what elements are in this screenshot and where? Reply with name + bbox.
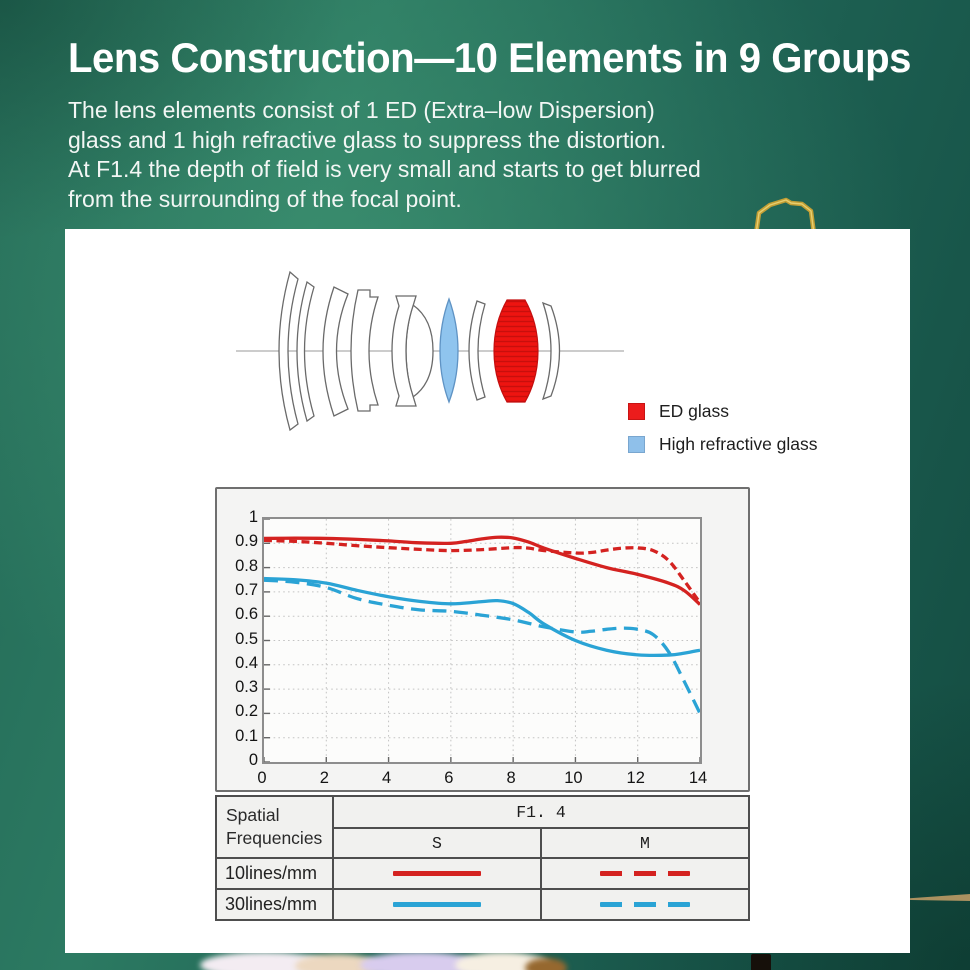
intro-line: glass and 1 high refractive glass to suppress the distortion. [68, 126, 667, 153]
line-swatch-10s [393, 871, 481, 876]
x-tick-label: 2 [319, 769, 329, 787]
mtf-plot-area [262, 517, 702, 764]
swatch-cell [541, 889, 749, 920]
tripod-leg [751, 954, 771, 970]
line-swatch-30s [393, 902, 481, 907]
x-tick-label: 6 [444, 769, 454, 787]
mtf-plot-svg [264, 519, 700, 762]
flowers-photo [200, 952, 580, 970]
x-tick-label: 10 [564, 769, 583, 787]
y-tick-label: 0.4 [235, 653, 258, 672]
y-tick-label: 0.3 [235, 678, 258, 697]
lens-construction-diagram [230, 257, 630, 441]
table-col-m: M [541, 828, 749, 858]
y-tick-label: 0.2 [235, 702, 258, 721]
table-row-header: Spatial Frequencies [216, 796, 333, 858]
table-col-s: S [333, 828, 541, 858]
ed-glass-swatch-icon [628, 403, 645, 420]
table-row-label: 30lines/mm [216, 889, 333, 920]
x-tick-label: 8 [506, 769, 516, 787]
y-tick-label: 0.5 [235, 629, 258, 648]
intro-line: The lens elements consist of 1 ED (Extra–low Dispersion) [68, 97, 655, 123]
y-tick-label: 0.1 [235, 726, 258, 745]
mtf-chart [215, 487, 750, 792]
x-tick-label: 0 [257, 769, 267, 787]
intro-line: At F1.4 the depth of field is very small and starts to get blurred [68, 156, 701, 182]
glass-legend [628, 401, 818, 467]
lens-element-7-high-refractive [440, 299, 458, 402]
page-title: Lens Construction—10 Elements in 9 Groups [68, 34, 911, 81]
table-aperture-header: F1. 4 [333, 796, 749, 828]
y-tick-label: 0 [248, 751, 258, 769]
legend-item-ed [628, 401, 818, 422]
lens-element-9-ed-glass [494, 300, 538, 402]
swatch-cell [541, 858, 749, 889]
legend-label: ED glass [659, 401, 730, 421]
y-tick-label: 1 [248, 508, 258, 526]
legend-label: High refractive glass [659, 434, 818, 454]
swatch-cell [333, 889, 541, 920]
y-tick-label: 0.7 [235, 580, 258, 599]
spatial-frequency-table [215, 795, 750, 921]
line-swatch-30m [600, 902, 690, 907]
intro-paragraph [68, 96, 701, 214]
y-tick-label: 0.6 [235, 605, 258, 624]
x-tick-label: 12 [626, 769, 645, 787]
x-tick-label: 14 [688, 769, 708, 787]
line-swatch-10m [600, 871, 690, 876]
content-card [65, 229, 910, 953]
intro-line: from the surrounding of the focal point. [68, 185, 462, 212]
swatch-cell [333, 858, 541, 889]
y-tick-label: 0.9 [235, 532, 258, 551]
flower-blob [525, 958, 567, 970]
legend-item-hr [628, 434, 818, 455]
x-tick-label: 4 [381, 769, 392, 787]
hr-glass-swatch-icon [628, 436, 645, 453]
y-tick-label: 0.8 [235, 556, 258, 575]
table-row-label: 10lines/mm [216, 858, 333, 889]
